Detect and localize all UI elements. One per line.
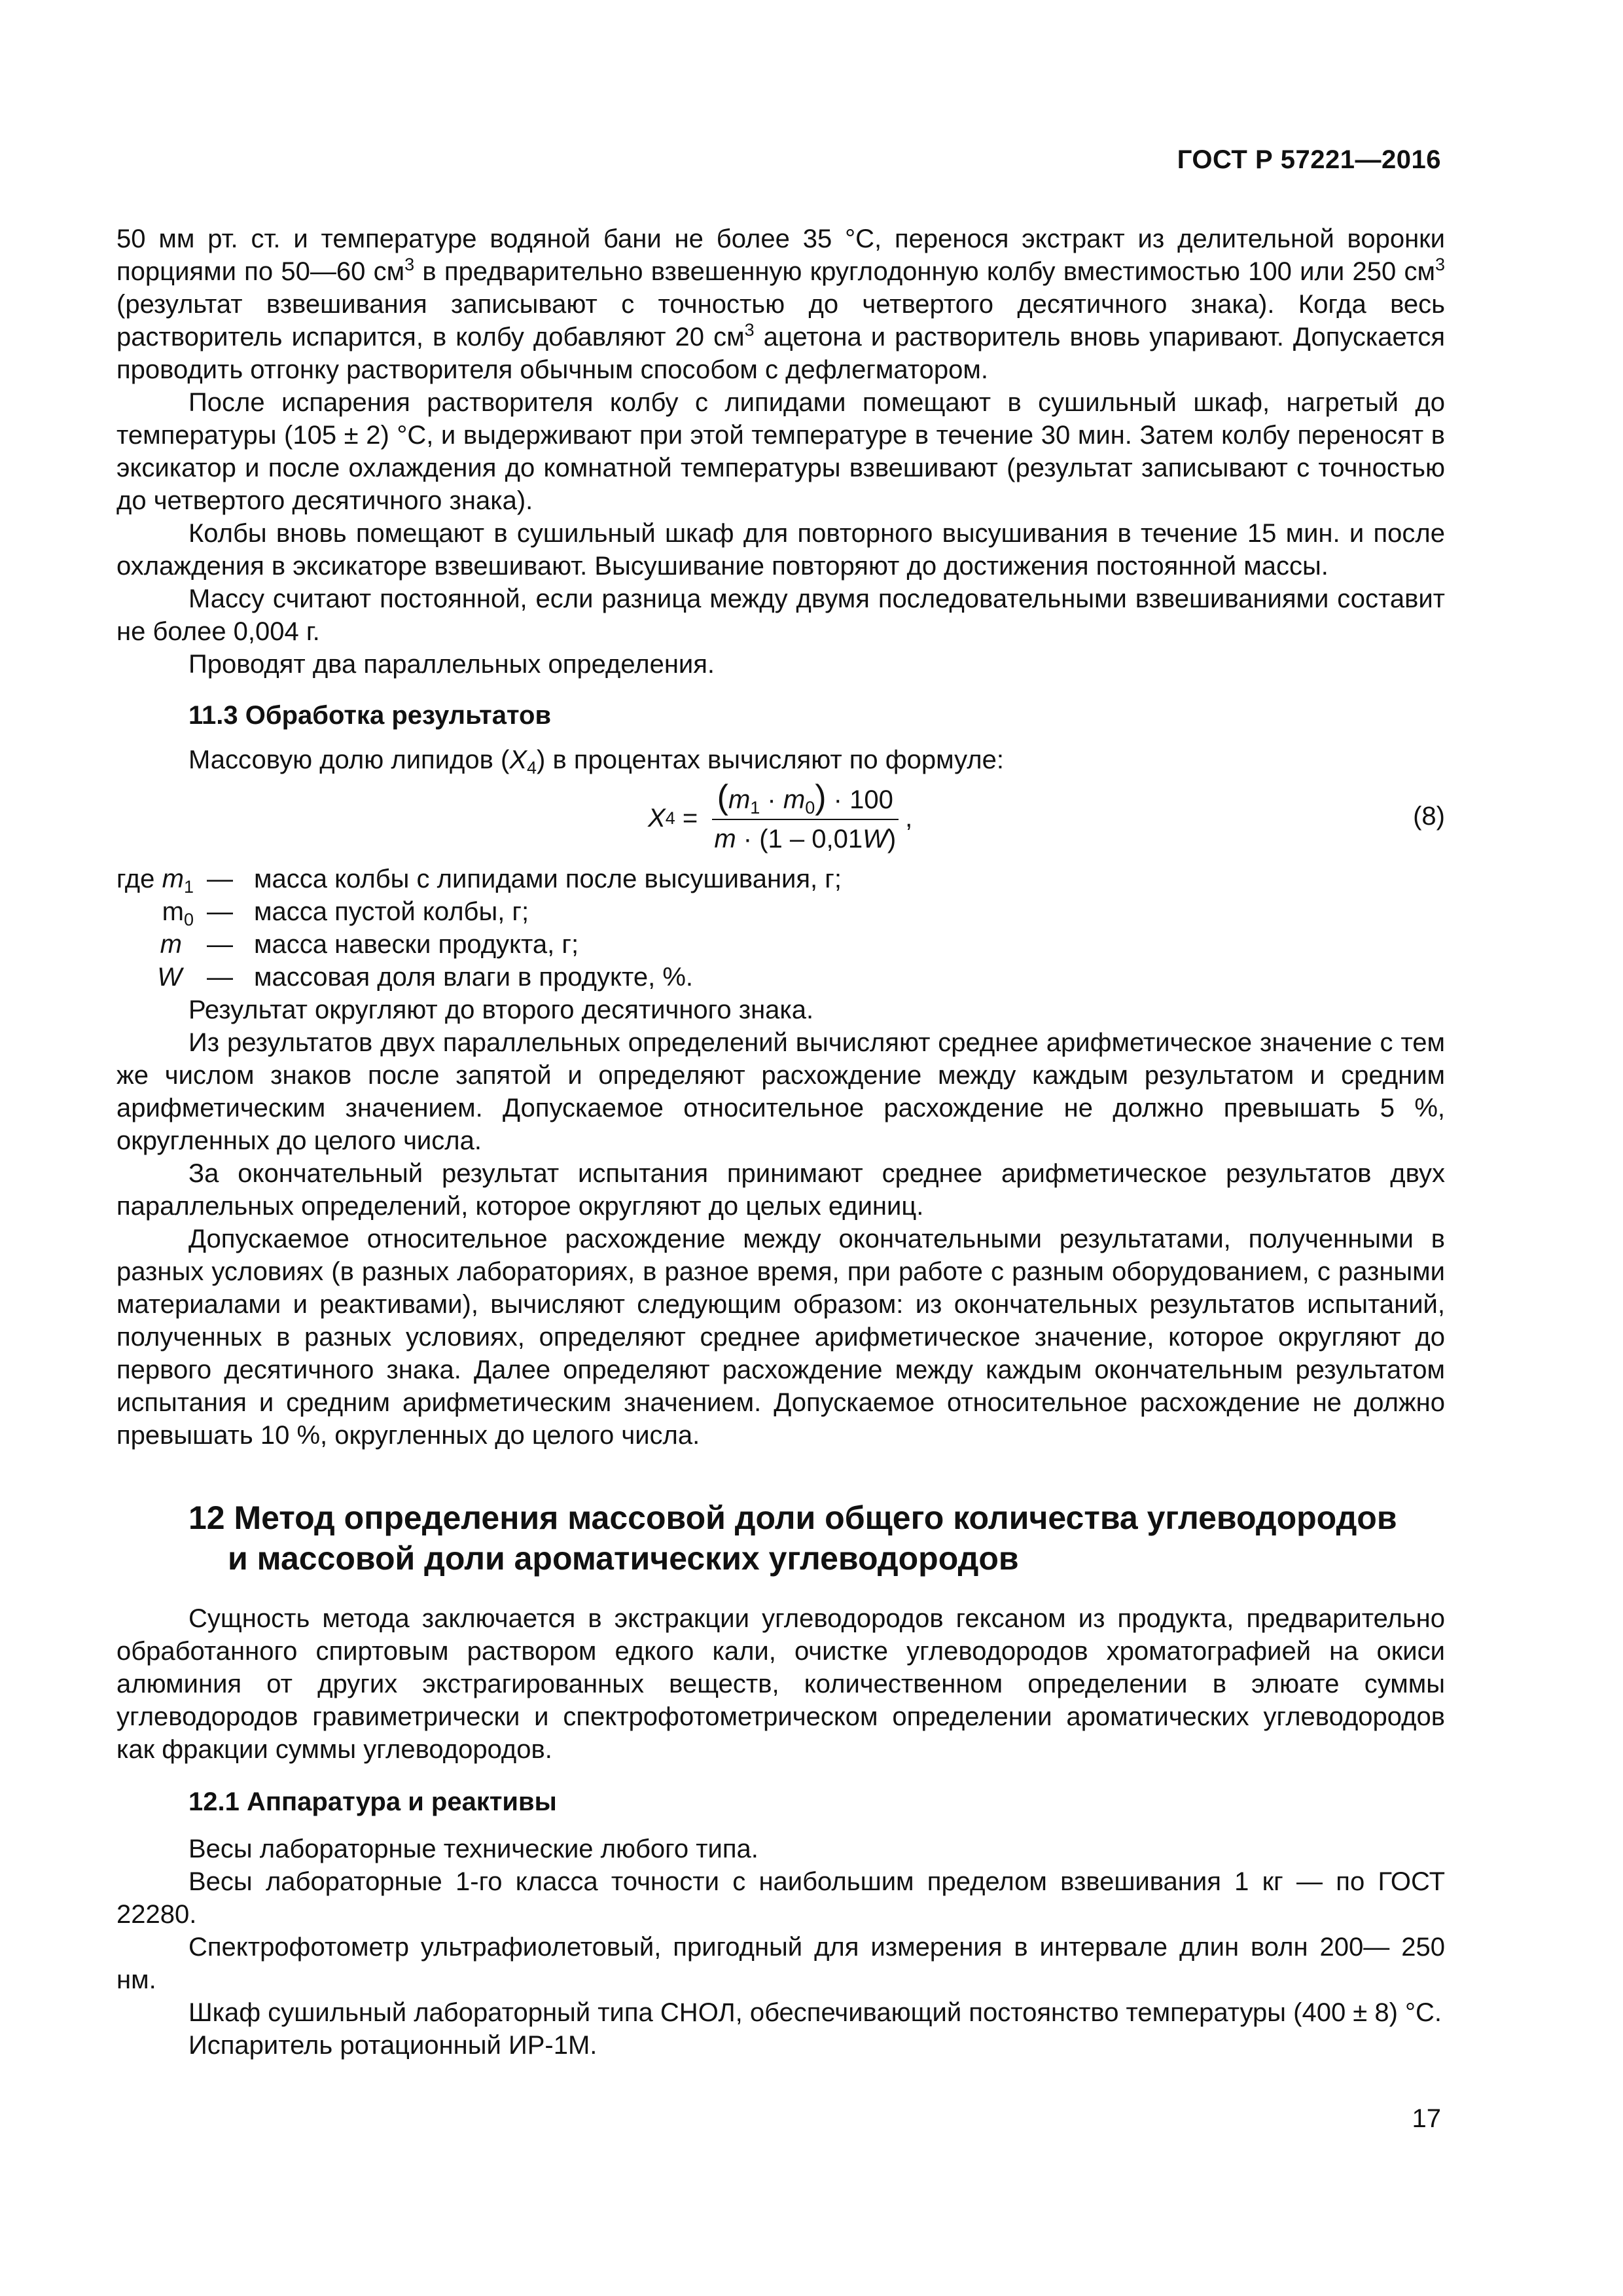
apparatus-item: Шкаф сушильный лабораторный типа СНОЛ, обеспечивающий постоянство температуры (400 ± 8) °С. — [188, 1998, 1442, 2027]
superscript: 3 — [1435, 255, 1446, 274]
paragraph-rounding: Результат округляют до второго десятичного знака. — [188, 996, 814, 1024]
dash: — — [207, 865, 233, 893]
paragraph-final-result: За окончательный результат испытания принимают среднее арифметическое результатов двух параллельных определений, которое округляют до целых единиц. — [116, 1159, 1445, 1221]
dash: — — [207, 897, 233, 926]
paragraph-drying: После испарения растворителя колбу с липидами помещают в сушильный шкаф, нагретый до температуры (105 ± 2) °С, и выдерживают при этой температуре в течение 30 мин. Затем колбу переносят в эксикатор и после охлаждения до комнатной температуры взвешивают (результат записывают с точностью до четвертого десятичного знака). — [116, 388, 1445, 515]
paragraph-repeat-drying: Колбы вновь помещают в сушильный шкаф для повторного высушивания в течение 15 мин. и после охлаждения в эксикаторе взвешивают. Высушивание повторяют до достижения постоянной массы. — [116, 519, 1445, 581]
apparatus-item: Весы лабораторные технические любого типа. — [188, 1835, 758, 1863]
paragraph-text: (результат взвешивания записывают с точностью до четвертого десятичного знака). Когда весь растворитель испарится, в колбу добавляют 20 см — [116, 290, 1445, 351]
paragraph-text: ацетона и растворитель вновь упаривают. Допускается проводить отгонку растворителя обычным способом с дефлегматором. — [116, 323, 1445, 384]
symbol: m — [162, 897, 184, 926]
where-symbol — [116, 895, 194, 928]
formula-lhs: X — [648, 803, 666, 833]
var-m: m — [714, 825, 736, 853]
where-description: масса навески продукта, г; — [254, 930, 579, 959]
formula-8: X 4 = $\frac{(m_1 \cdot m_0) \cdot 100}{m \cdot (1 - 0,01W)}$ , — [648, 779, 912, 857]
symbol: m — [162, 865, 184, 893]
paragraph-mean: Из результатов двух параллельных определений вычисляют среднее арифметическое значение с тем же числом знаков после запятой и определяют расхождение между каждым результатом и средним арифметическим значением. Допускаемое относительное расхождение не должно превышать 5 %, округленных до целого числа. — [116, 1028, 1445, 1155]
where-symbol — [116, 961, 182, 994]
where-list — [116, 863, 1445, 994]
equals-sign: = — [675, 803, 705, 833]
page-content — [116, 223, 1445, 2062]
variable-x: X — [509, 745, 527, 774]
subscript: 4 — [527, 758, 537, 778]
var-m0: m — [783, 785, 806, 814]
paren-close: ) — [887, 825, 897, 853]
paragraph-text: в предварительно взвешенную круглодонную колбу вместимостью 100 или 250 см — [414, 257, 1435, 286]
where-word: где — [116, 865, 155, 893]
page-number: 17 — [1412, 2104, 1441, 2133]
subscript: 1 — [750, 798, 760, 817]
paren-left: ( — [717, 778, 728, 816]
apparatus-item: Испаритель ротационный ИР-1М. — [188, 2031, 597, 2060]
paragraph-method-essence: Сущность метода заключается в экстракции углеводородов гексаном из продукта, предварительно обработанного спиртовым раствором едкого кали, очистке углеводородов хроматографией на окиси алюминия от других экстрагированных веществ, количественном определении в элюате суммы углеводородов гравиметрически и спектрофотометрическом определении ароматических углеводородов как фракции суммы углеводородов. — [116, 1604, 1445, 1764]
section-heading-12-line2: и массовой доли ароматических углеводородов — [228, 1540, 1019, 1577]
formula-fraction — [709, 778, 901, 855]
intro-text: Массовую долю липидов ( — [188, 745, 510, 774]
where-description: массовая доля влаги в продукте, %. — [254, 963, 693, 992]
symbol: m — [160, 930, 182, 959]
where-description: масса пустой колбы, г; — [254, 897, 529, 926]
standard-header: ГОСТ Р 57221—2016 — [1177, 145, 1441, 174]
superscript: 3 — [404, 255, 415, 274]
superscript: 3 — [744, 320, 755, 340]
section-heading-12-line1: 12 Метод определения массовой доли общего количества углеводородов — [188, 1499, 1397, 1536]
where-symbol — [116, 863, 194, 895]
var-w: W — [863, 825, 887, 853]
denominator-mid: · (1 – 0,01 — [736, 825, 863, 853]
subscript: 0 — [183, 910, 194, 929]
equation-number: (8) — [1413, 802, 1445, 831]
subscript: 1 — [183, 877, 194, 897]
apparatus-item: Спектрофотометр ультрафиолетовый, пригодный для измерения в интервале длин волн 200— 250 нм. — [116, 1933, 1445, 1994]
paragraph-text: 50 мм рт. ст. и температуре водяной бани не более 35 °С, перенося экстракт из делительной воронки порциями по 50—60 см — [116, 224, 1445, 286]
formula-block — [116, 779, 1445, 857]
where-row — [116, 863, 1445, 895]
dash: — — [207, 963, 233, 992]
var-m1: m — [728, 785, 751, 814]
subscript: 0 — [805, 798, 815, 817]
formula-numerator — [712, 778, 899, 820]
section-heading-12-1: 12.1 Аппаратура и реактивы — [188, 1787, 557, 1816]
paren-right: ) — [815, 778, 827, 816]
section-heading-11-3: 11.3 Обработка результатов — [188, 701, 552, 730]
paragraph-reproducibility: Допускаемое относительное расхождение между окончательными результатами, полученными в разных условиях (в разных лабораториях, в разное время, при работе с разным оборудованием, с разными материалами и реактивами), вычисляют следующим образом: из окончательных результатов испытаний, полученных в разных условиях, определяют среднее арифметическое значение, которое округляют до первого десятичного знака. Далее определяют расхождение между каждым окончательным результатом испытания и средним арифметическим значением. Допускаемое относительное расхождение не должно превышать 10 %, округленных до целого числа. — [116, 1225, 1445, 1450]
formula-denominator — [709, 820, 901, 855]
where-row — [116, 928, 1445, 961]
dot-operator: · — [760, 785, 783, 814]
symbol: W — [157, 963, 182, 992]
apparatus-item: Весы лабораторные 1-го класса точности с наибольшим пределом взвешивания 1 кг — по ГОСТ 22280. — [116, 1867, 1445, 1929]
formula-intro — [116, 744, 1445, 776]
numerator-tail: · 100 — [826, 785, 893, 814]
where-symbol — [116, 928, 182, 961]
intro-text: ) в процентах вычисляют по формуле: — [537, 745, 1004, 774]
paragraph-extract-transfer — [116, 223, 1445, 386]
where-row — [116, 895, 1445, 928]
dash: — — [207, 930, 233, 959]
paragraph-constant-mass: Массу считают постоянной, если разница между двумя последовательными взвешиваниями составит не более 0,004 г. — [116, 584, 1445, 646]
formula-comma: , — [905, 803, 913, 833]
paragraph-parallel: Проводят два параллельных определения. — [188, 650, 715, 679]
where-description: масса колбы с липидами после высушивания, г; — [254, 865, 842, 893]
where-row — [116, 961, 1445, 994]
